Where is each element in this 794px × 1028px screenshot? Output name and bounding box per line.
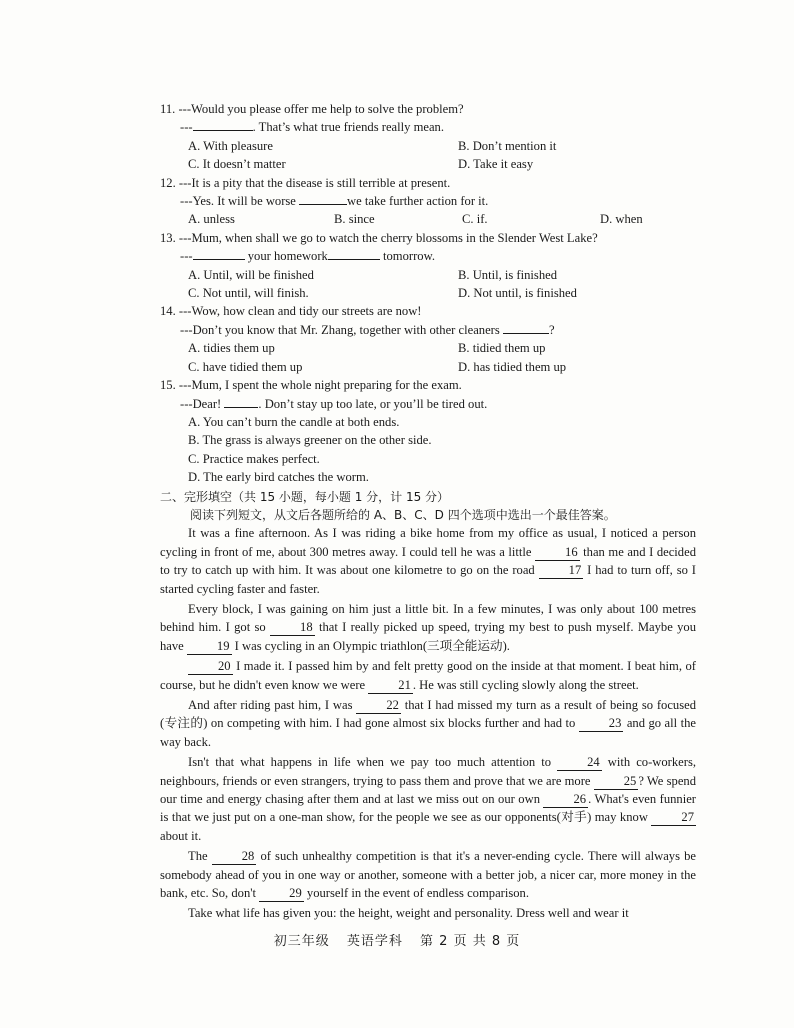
answer-option: D. Take it easy xyxy=(458,157,534,172)
cloze-blank-17: 17 xyxy=(539,563,584,579)
answer-options xyxy=(160,358,696,376)
passage-paragraph xyxy=(160,753,696,845)
cloze-blank-23: 23 xyxy=(579,716,624,732)
passage-text: and go all the way back. xyxy=(160,716,696,749)
question-11 xyxy=(160,100,696,174)
passage-text: The xyxy=(188,849,212,864)
question-text: . Don’t stay up too late, or you’ll be tired out. xyxy=(258,396,488,411)
passage-text: with co-workers, neighbours, friends or even strangers, trying to pass them and prove that we are more xyxy=(160,755,696,788)
question-stem xyxy=(160,302,696,320)
passage-text: yourself in the event of endless comparison. xyxy=(303,886,529,901)
question-number: 13. xyxy=(160,230,179,245)
passage-text: about it. xyxy=(160,828,202,843)
question-response xyxy=(160,321,696,339)
passage-text: Every block, I was gaining on him just a little bit. In a few minutes, I was only about 100 metres behind him. I got so xyxy=(160,601,696,635)
passage-text: that I really picked up speed, trying my best to push myself. Maybe you have xyxy=(160,620,696,653)
exam-page xyxy=(160,100,696,923)
answer-option: B. Don’t mention it xyxy=(458,138,557,153)
answer-blank xyxy=(193,247,245,260)
answer-blank xyxy=(193,118,253,131)
cloze-blank-19: 19 xyxy=(187,639,232,655)
question-response xyxy=(160,395,696,413)
answer-option: A. With pleasure xyxy=(188,138,273,153)
cloze-blank-29: 29 xyxy=(259,886,304,902)
cloze-blank-16: 16 xyxy=(535,545,580,561)
question-text: ---Would you please offer me help to solve the problem? xyxy=(178,102,464,116)
answer-option: B. Until, is finished xyxy=(458,267,558,282)
question-text: ---Mum, when shall we go to watch the cherry blossoms in the Slender West Lake? xyxy=(178,230,598,245)
footer-page-number: 第 2 页 共 8 页 xyxy=(420,934,521,949)
answer-blank xyxy=(328,247,380,260)
question-text: ---Wow, how clean and tidy our streets are now! xyxy=(178,304,422,319)
passage-text: I had to turn off, so I started cycling faster and faster. xyxy=(160,563,696,596)
footer-grade: 初三年级 xyxy=(273,934,330,949)
question-text: ---Dear! xyxy=(180,396,225,411)
answer-options xyxy=(160,339,696,357)
question-text: we take further action for it. xyxy=(347,194,489,209)
answer-option: B. tidied them up xyxy=(458,341,546,356)
question-stem xyxy=(160,174,696,192)
answer-options xyxy=(160,284,696,302)
answer-option: C. Not until, will finish. xyxy=(188,286,309,301)
answer-option: C. It doesn’t matter xyxy=(188,157,286,172)
cloze-blank-18: 18 xyxy=(270,620,315,636)
passage-text: I made it. I passed him by and felt pretty good on the inside at that moment. I beat him, of course, but he didn't even know we were xyxy=(160,659,696,692)
question-text: ---Don’t you know that Mr. Zhang, together with other cleaners xyxy=(180,322,503,337)
cloze-blank-27: 27 xyxy=(651,810,696,826)
passage-paragraph xyxy=(160,657,696,694)
passage-text: I was cycling in an Olympic triathlon(三项全能运动). xyxy=(231,638,510,653)
passage-text: of such unhealthy competition is that it's a never-ending cycle. There will always be somebody ahead of you in one way or another, someone with a better job, a nicer car, more money in the bank, etc. So, don't xyxy=(160,849,697,901)
passage-paragraph xyxy=(160,696,696,751)
question-text: . That’s what true friends really mean. xyxy=(252,120,445,135)
passage-paragraph xyxy=(160,600,696,655)
answer-option: D. Not until, is finished xyxy=(458,286,577,301)
footer-subject: 英语学科 xyxy=(346,934,403,949)
question-14 xyxy=(160,302,696,376)
cloze-blank-26: 26 xyxy=(543,792,588,808)
question-stem xyxy=(160,229,696,247)
answer-option: A. Until, will be finished xyxy=(188,267,314,282)
passage-text: It was a fine afternoon. As I was riding a bike home from my office as usual, I noticed a person cycling in front of me, about 300 metres away. I could tell he was a little xyxy=(160,526,696,559)
passage-text: ? We spend our time and energy chasing after them and at last we miss out on our own xyxy=(160,773,697,807)
question-number: 12. xyxy=(160,175,179,190)
question-stem xyxy=(160,100,696,118)
answer-option: B. since xyxy=(334,212,375,227)
passage-text: Take what life has given you: the height, weight and personality. Dress well and wear it xyxy=(188,906,629,921)
question-12 xyxy=(160,174,696,229)
question-text: tomorrow. xyxy=(379,249,435,264)
answer-option: A. You can’t burn the candle at both ends. xyxy=(188,414,400,429)
question-stem xyxy=(160,376,696,394)
answer-option: A. unless xyxy=(188,212,235,227)
cloze-blank-28: 28 xyxy=(212,849,257,865)
answer-options xyxy=(160,266,696,284)
answer-options xyxy=(160,210,696,228)
question-13 xyxy=(160,229,696,303)
question-number: 15. xyxy=(160,378,179,393)
passage-text: And after riding past him, I was xyxy=(188,698,357,712)
question-text: ---Mum, I spent the whole night preparing for the exam. xyxy=(178,378,462,393)
cloze-blank-24: 24 xyxy=(557,755,602,771)
answer-options xyxy=(160,137,696,155)
question-response xyxy=(160,192,696,210)
cloze-passage xyxy=(160,524,696,923)
answer-options xyxy=(160,413,696,487)
answer-option: D. has tidied them up xyxy=(458,359,567,374)
passage-paragraph xyxy=(160,904,696,922)
answer-blank xyxy=(224,395,258,408)
question-response xyxy=(160,118,696,136)
section-instruction: 阅读下列短文，从文后各题所给的 A、B、C、D 四个选项中选出一个最佳答案。 xyxy=(190,507,616,522)
answer-option: C. Practice makes perfect. xyxy=(188,451,320,466)
passage-text: that I had missed my turn as a result of being so focused (专注的) on competing with him. I had gone almost six blocks further and had to xyxy=(160,698,696,731)
question-text: ---Yes. It will be worse xyxy=(180,194,300,209)
cloze-blank-20: 20 xyxy=(188,659,233,675)
answer-option: C. if. xyxy=(462,212,488,227)
multiple-choice-questions xyxy=(160,100,696,487)
passage-text: . He was still cycling slowly along the street. xyxy=(412,677,639,692)
question-number: 14. xyxy=(160,304,179,319)
cloze-blank-22: 22 xyxy=(356,698,401,714)
answer-option: A. tidies them up xyxy=(188,341,275,356)
answer-option: D. The early bird catches the worm. xyxy=(188,470,369,485)
question-response xyxy=(160,247,696,265)
question-text: --- xyxy=(180,120,193,135)
question-number: 11. xyxy=(160,102,179,116)
question-15 xyxy=(160,376,696,486)
cloze-blank-25: 25 xyxy=(594,774,639,790)
answer-blank xyxy=(299,192,347,205)
question-text: ? xyxy=(548,322,555,337)
section-title: 二、完形填空（共 15 小题，每小题 1 分，计 15 分） xyxy=(160,489,450,504)
passage-text: Isn't that what happens in life when we pay too much attention to xyxy=(188,755,558,770)
answer-option: B. The grass is always greener on the other side. xyxy=(188,433,432,448)
passage-text: . What's even funnier is that we just put on a one-man show, for the people we see as our opponents(对手) may know xyxy=(160,792,697,825)
passage-text: than me and I decided to try to catch up with him. It was about one kilometre to go on the road xyxy=(160,544,696,578)
question-text: --- xyxy=(180,249,193,264)
answer-option: D. when xyxy=(600,212,643,227)
cloze-blank-21: 21 xyxy=(368,678,413,694)
question-text: your homework xyxy=(244,249,328,264)
answer-option: C. have tidied them up xyxy=(188,359,303,374)
passage-paragraph xyxy=(160,524,696,598)
answer-blank xyxy=(503,321,549,334)
passage-paragraph xyxy=(160,847,696,902)
page-footer xyxy=(0,930,794,949)
question-text: ---It is a pity that the disease is still terrible at present. xyxy=(178,175,451,190)
answer-options xyxy=(160,155,696,173)
